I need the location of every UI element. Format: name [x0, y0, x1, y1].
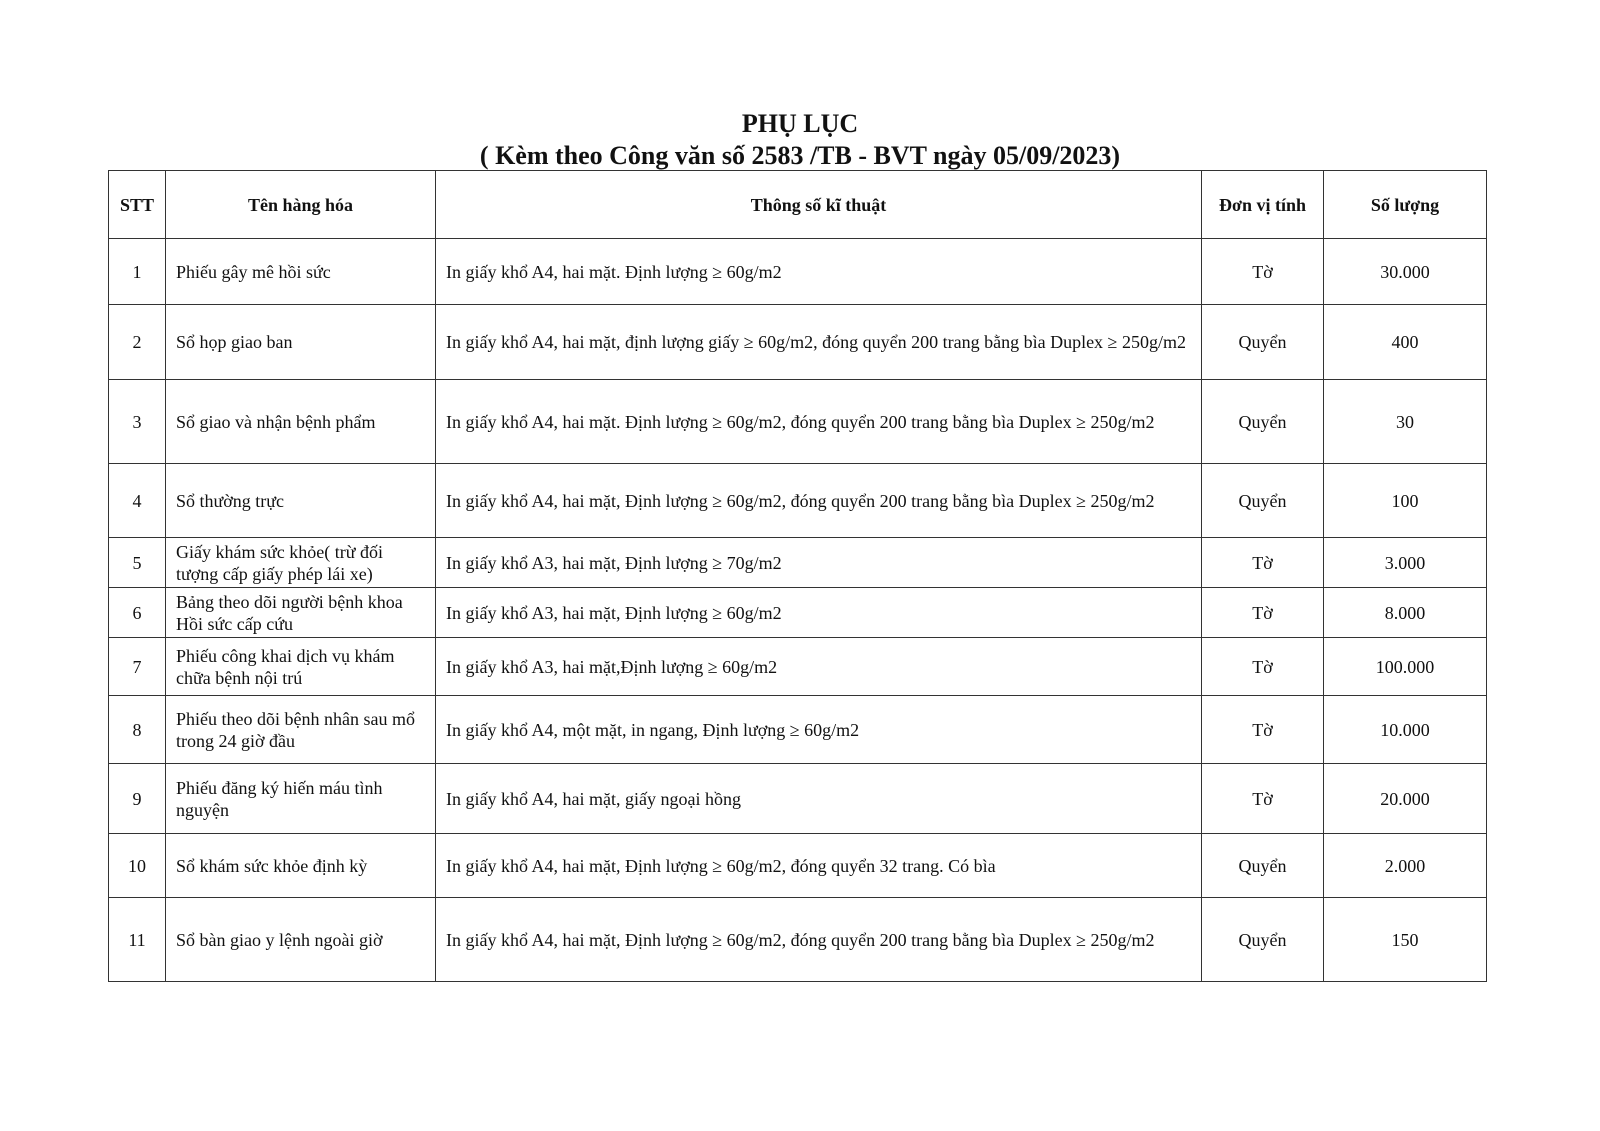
table-row — [109, 305, 1487, 380]
table-row — [109, 239, 1487, 305]
header-specification: Thông số kĩ thuật — [436, 171, 1202, 239]
table-header-row — [109, 171, 1487, 239]
document-heading — [0, 108, 1600, 172]
row-item-name: Sổ thường trực — [166, 464, 436, 538]
table-row — [109, 380, 1487, 464]
row-specification: In giấy khổ A3, hai mặt, Định lượng ≥ 60g/m2 — [436, 588, 1202, 638]
row-unit: Tờ — [1202, 588, 1324, 638]
table-row — [109, 696, 1487, 764]
row-stt: 1 — [109, 239, 166, 305]
row-item-name: Phiếu công khai dịch vụ khám chữa bệnh nội trú — [166, 638, 436, 696]
row-unit: Tờ — [1202, 638, 1324, 696]
row-specification: In giấy khổ A4, hai mặt, giấy ngoại hồng — [436, 764, 1202, 834]
table-row — [109, 588, 1487, 638]
row-stt: 9 — [109, 764, 166, 834]
row-specification: In giấy khổ A4, hai mặt. Định lượng ≥ 60g/m2 — [436, 239, 1202, 305]
row-unit: Quyển — [1202, 834, 1324, 898]
row-specification: In giấy khổ A4, hai mặt, Định lượng ≥ 60g/m2, đóng quyển 200 trang bằng bìa Duplex ≥ 250g/m2 — [436, 464, 1202, 538]
table-row — [109, 898, 1487, 982]
row-quantity: 10.000 — [1324, 696, 1487, 764]
row-specification: In giấy khổ A3, hai mặt,Định lượng ≥ 60g/m2 — [436, 638, 1202, 696]
row-quantity: 30 — [1324, 380, 1487, 464]
header-quantity: Số lượng — [1324, 171, 1487, 239]
row-specification: In giấy khổ A3, hai mặt, Định lượng ≥ 70g/m2 — [436, 538, 1202, 588]
row-quantity: 100.000 — [1324, 638, 1487, 696]
row-stt: 2 — [109, 305, 166, 380]
row-specification: In giấy khổ A4, hai mặt, Định lượng ≥ 60g/m2, đóng quyển 200 trang bằng bìa Duplex ≥ 250g/m2 — [436, 898, 1202, 982]
row-quantity: 3.000 — [1324, 538, 1487, 588]
header-stt: STT — [109, 171, 166, 239]
appendix-table — [108, 170, 1487, 982]
row-item-name: Sổ họp giao ban — [166, 305, 436, 380]
row-stt: 10 — [109, 834, 166, 898]
header-item-name: Tên hàng hóa — [166, 171, 436, 239]
row-quantity: 100 — [1324, 464, 1487, 538]
row-specification: In giấy khổ A4, một mặt, in ngang, Định lượng ≥ 60g/m2 — [436, 696, 1202, 764]
row-stt: 6 — [109, 588, 166, 638]
row-specification: In giấy khổ A4, hai mặt, Định lượng ≥ 60g/m2, đóng quyển 32 trang. Có bìa — [436, 834, 1202, 898]
row-stt: 11 — [109, 898, 166, 982]
row-quantity: 400 — [1324, 305, 1487, 380]
row-item-name: Sổ bàn giao y lệnh ngoài giờ — [166, 898, 436, 982]
row-unit: Quyển — [1202, 464, 1324, 538]
row-unit: Quyển — [1202, 380, 1324, 464]
row-item-name: Phiếu gây mê hồi sức — [166, 239, 436, 305]
table-row — [109, 834, 1487, 898]
row-item-name: Bảng theo dõi người bệnh khoa Hồi sức cấp cứu — [166, 588, 436, 638]
table-row — [109, 764, 1487, 834]
row-unit: Tờ — [1202, 538, 1324, 588]
row-item-name: Sổ khám sức khỏe định kỳ — [166, 834, 436, 898]
row-stt: 3 — [109, 380, 166, 464]
row-item-name: Giấy khám sức khỏe( trừ đối tượng cấp giấy phép lái xe) — [166, 538, 436, 588]
row-specification: In giấy khổ A4, hai mặt. Định lượng ≥ 60g/m2, đóng quyển 200 trang bằng bìa Duplex ≥ 250g/m2 — [436, 380, 1202, 464]
document-subtitle: ( Kèm theo Công văn số 2583 /TB - BVT ngày 05/09/2023) — [479, 141, 1121, 170]
row-stt: 7 — [109, 638, 166, 696]
row-stt: 4 — [109, 464, 166, 538]
header-unit: Đơn vị tính — [1202, 171, 1324, 239]
table-row — [109, 464, 1487, 538]
row-quantity: 2.000 — [1324, 834, 1487, 898]
table-row — [109, 638, 1487, 696]
row-item-name: Phiếu theo dõi bệnh nhân sau mổ trong 24 giờ đầu — [166, 696, 436, 764]
row-item-name: Phiếu đăng ký hiến máu tình nguyện — [166, 764, 436, 834]
row-quantity: 30.000 — [1324, 239, 1487, 305]
row-quantity: 20.000 — [1324, 764, 1487, 834]
row-unit: Quyển — [1202, 898, 1324, 982]
row-stt: 5 — [109, 538, 166, 588]
table-row — [109, 538, 1487, 588]
row-unit: Tờ — [1202, 696, 1324, 764]
row-item-name: Sổ giao và nhận bệnh phẩm — [166, 380, 436, 464]
document-title: PHỤ LỤC — [741, 109, 859, 138]
row-stt: 8 — [109, 696, 166, 764]
row-unit: Tờ — [1202, 764, 1324, 834]
row-unit: Tờ — [1202, 239, 1324, 305]
row-specification: In giấy khổ A4, hai mặt, định lượng giấy ≥ 60g/m2, đóng quyển 200 trang bằng bìa Duplex ≥ 250g/m2 — [436, 305, 1202, 380]
row-unit: Quyển — [1202, 305, 1324, 380]
row-quantity: 8.000 — [1324, 588, 1487, 638]
row-quantity: 150 — [1324, 898, 1487, 982]
